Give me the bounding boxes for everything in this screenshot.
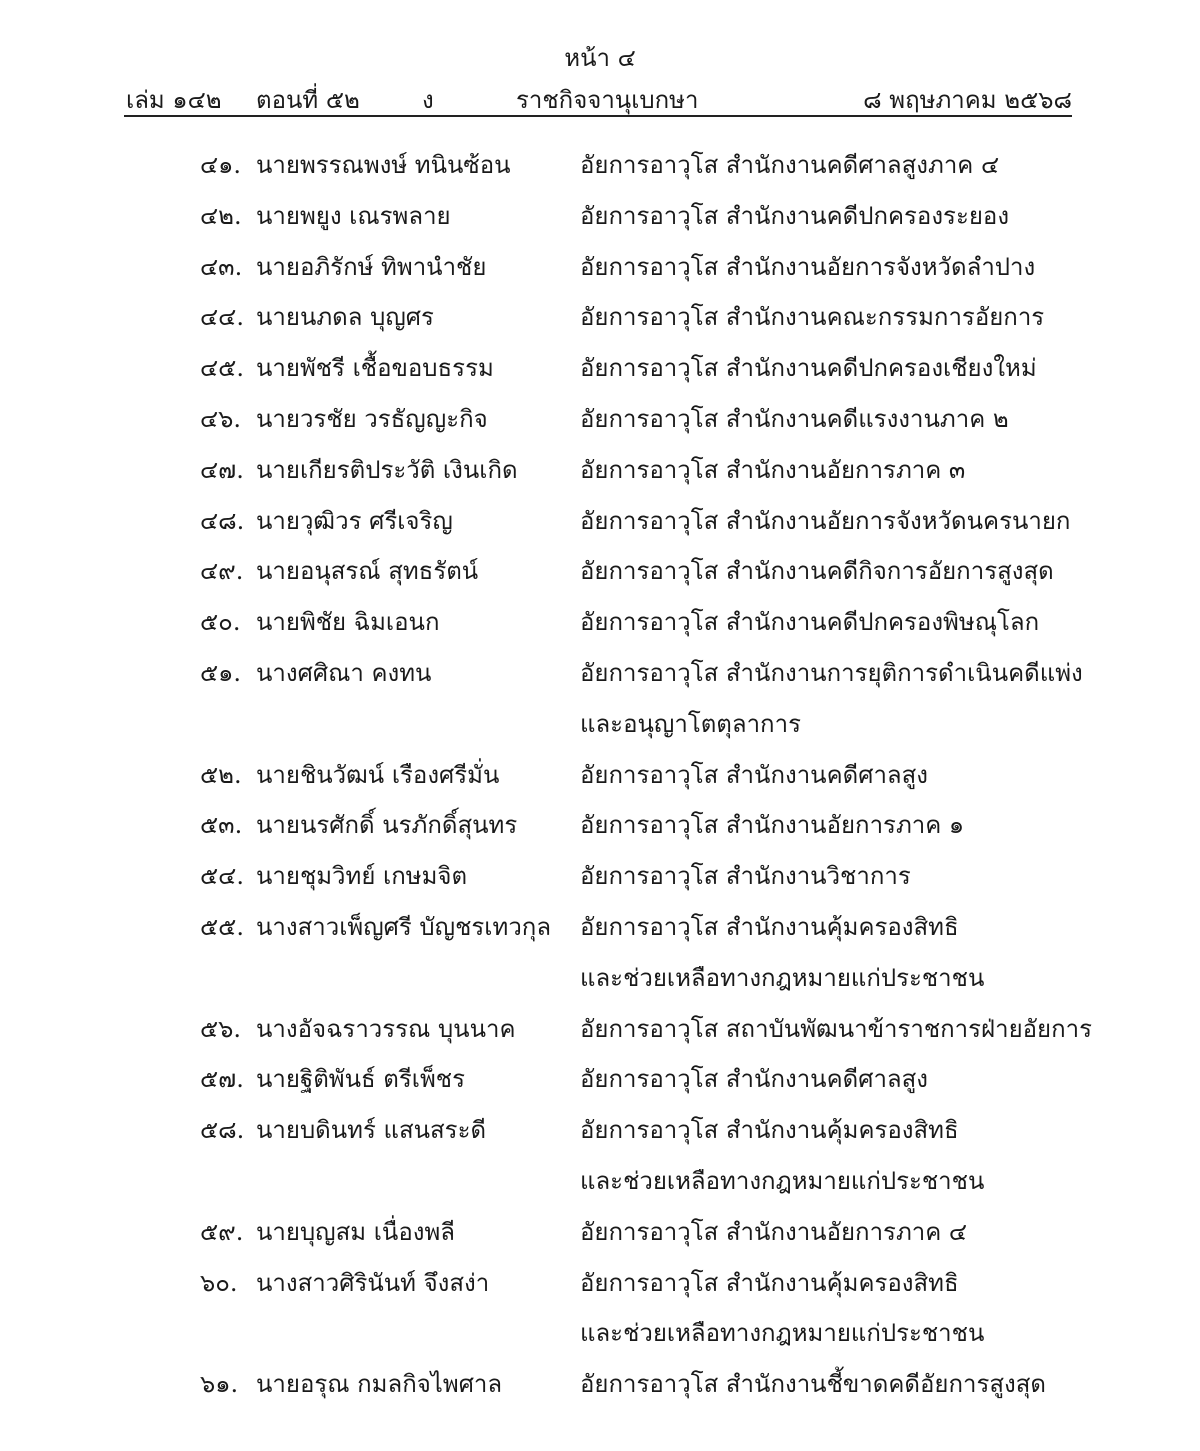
list-item	[0, 907, 1200, 1009]
list-item	[0, 1263, 1200, 1365]
person-name: นายบดินทร์ แสนสระดี	[256, 1116, 487, 1145]
item-number: ๔๘.	[200, 506, 245, 535]
position-title: อัยการอาวุโส สำนักงานชี้ขาดคดีอัยการสูงสุด	[580, 1370, 1046, 1399]
position-continuation: และช่วยเหลือทางกฎหมายแก่ประชาชน	[580, 1319, 985, 1348]
list-item	[0, 348, 1200, 399]
person-name: นายวุฒิวร ศรีเจริญ	[256, 506, 453, 535]
list-item-line	[0, 501, 1200, 552]
list-item-line	[0, 805, 1200, 856]
item-number: ๖๐.	[200, 1268, 238, 1297]
position-continuation: และอนุญาโตตุลาการ	[580, 709, 801, 738]
person-name: นางสาวเพ็ญศรี บัญชรเทวกุล	[256, 912, 552, 941]
header-volume: เล่ม ๑๔๒	[126, 86, 222, 114]
item-number: ๔๖.	[200, 404, 242, 433]
appointment-list	[0, 145, 1200, 1415]
list-item-line	[0, 1364, 1200, 1415]
person-name: นายนภดล บุญศร	[256, 303, 434, 332]
list-item	[0, 1110, 1200, 1212]
person-name: นางอัจฉราวรรณ บุนนาค	[256, 1014, 516, 1043]
position-title: อัยการอาวุโส สำนักงานการยุติการดำเนินคดีแพ่ง	[580, 658, 1083, 687]
item-number: ๕๓.	[200, 811, 243, 840]
list-item	[0, 602, 1200, 653]
position-title: อัยการอาวุโส สำนักงานคดีกิจการอัยการสูงสุด	[580, 557, 1054, 586]
person-name: นายเกียรติประวัติ เงินเกิด	[256, 455, 518, 484]
list-item-line	[0, 1263, 1200, 1314]
list-item	[0, 805, 1200, 856]
item-number: ๕๘.	[200, 1116, 245, 1145]
position-title: อัยการอาวุโส สำนักงานคดีแรงงานภาค ๒	[580, 404, 1009, 433]
list-item-line	[0, 958, 1200, 1009]
list-item-line	[0, 196, 1200, 247]
list-item	[0, 501, 1200, 552]
header-divider	[124, 115, 1072, 117]
person-name: นายอภิรักษ์ ทิพานำชัย	[256, 252, 487, 281]
person-name: นายพิชัย ฉิมเอนก	[256, 608, 440, 637]
item-number: ๕๙.	[200, 1217, 244, 1246]
position-title: อัยการอาวุโส สถาบันพัฒนาข้าราชการฝ่ายอัยการ	[580, 1014, 1093, 1043]
item-number: ๔๔.	[200, 303, 244, 332]
list-item	[0, 653, 1200, 755]
list-item	[0, 856, 1200, 907]
item-number: ๕๔.	[200, 862, 244, 891]
position-title: อัยการอาวุโส สำนักงานคดีปกครองพิษณุโลก	[580, 608, 1040, 637]
list-item	[0, 145, 1200, 196]
page-number: หน้า ๔	[564, 44, 636, 72]
person-name: นางสาวศิรินันท์ จึงสง่า	[256, 1268, 490, 1297]
person-name: นายชุมวิทย์ เกษมจิต	[256, 862, 468, 891]
position-title: อัยการอาวุโส สำนักงานคดีปกครองเชียงใหม่	[580, 354, 1037, 383]
list-item	[0, 247, 1200, 298]
position-title: อัยการอาวุโส สำนักงานคดีศาลสูง	[580, 760, 928, 789]
person-name: นายวรชัย วรธัญญะกิจ	[256, 404, 488, 433]
position-title: อัยการอาวุโส สำนักงานอัยการภาค ๑	[580, 811, 965, 840]
position-title: อัยการอาวุโส สำนักงานคุ้มครองสิทธิ	[580, 912, 959, 941]
list-item-line	[0, 551, 1200, 602]
list-item-line	[0, 755, 1200, 806]
list-item	[0, 399, 1200, 450]
header-date: ๘ พฤษภาคม ๒๕๖๘	[863, 86, 1072, 114]
item-number: ๕๗.	[200, 1065, 244, 1094]
gazette-header	[126, 80, 1072, 114]
person-name: นายชินวัฒน์ เรืองศรีมั่น	[256, 760, 500, 789]
list-item-line	[0, 907, 1200, 958]
position-title: อัยการอาวุโส สำนักงานอัยการภาค ๔	[580, 1217, 968, 1246]
header-issue: ตอนที่ ๕๒	[256, 86, 360, 114]
item-number: ๔๑.	[200, 151, 242, 179]
position-title: อัยการอาวุโส สำนักงานอัยการจังหวัดลำปาง	[580, 252, 1036, 281]
position-title: อัยการอาวุโส สำนักงานวิชาการ	[580, 862, 911, 891]
list-item-line	[0, 1212, 1200, 1263]
list-item-line	[0, 653, 1200, 704]
list-item	[0, 196, 1200, 247]
item-number: ๔๕.	[200, 354, 244, 383]
item-number: ๕๖.	[200, 1014, 242, 1043]
person-name: นายฐิติพันธ์ ตรีเพ็ชร	[256, 1065, 465, 1094]
header-section: ง	[422, 86, 434, 114]
list-item-line	[0, 247, 1200, 298]
item-number: ๕๒.	[200, 760, 242, 789]
person-name: นายอนุสรณ์ สุทธรัตน์	[256, 557, 479, 586]
person-name: นางศศิณา คงทน	[256, 658, 432, 687]
item-number: ๕๐.	[200, 608, 241, 637]
position-continuation: และช่วยเหลือทางกฎหมายแก่ประชาชน	[580, 1166, 985, 1195]
position-title: อัยการอาวุโส สำนักงานคณะกรรมการอัยการ	[580, 303, 1045, 332]
list-item	[0, 1059, 1200, 1110]
item-number: ๔๓.	[200, 252, 243, 281]
list-item	[0, 1364, 1200, 1415]
position-title: อัยการอาวุโส สำนักงานอัยการจังหวัดนครนายก	[580, 506, 1071, 535]
list-item	[0, 1009, 1200, 1060]
list-item-line	[0, 348, 1200, 399]
list-item-line	[0, 1313, 1200, 1364]
list-item-line	[0, 1059, 1200, 1110]
position-title: อัยการอาวุโส สำนักงานคุ้มครองสิทธิ	[580, 1116, 959, 1145]
position-continuation: และช่วยเหลือทางกฎหมายแก่ประชาชน	[580, 963, 985, 992]
list-item	[0, 551, 1200, 602]
item-number: ๔๙.	[200, 557, 244, 586]
person-name: นายอรุณ กมลกิจไพศาล	[256, 1370, 503, 1399]
item-number: ๔๒.	[200, 201, 242, 230]
list-item	[0, 450, 1200, 501]
list-item	[0, 297, 1200, 348]
person-name: นายพยูง เณรพลาย	[256, 201, 451, 230]
list-item	[0, 755, 1200, 806]
position-title: อัยการอาวุโส สำนักงานคดีปกครองระยอง	[580, 201, 1010, 230]
person-name: นายนรศักดิ์ นรภักดิ์สุนทร	[256, 811, 518, 840]
item-number: ๖๑.	[200, 1370, 239, 1399]
list-item-line	[0, 704, 1200, 755]
position-title: อัยการอาวุโส สำนักงานอัยการภาค ๓	[580, 455, 966, 484]
item-number: ๔๗.	[200, 455, 244, 484]
list-item-line	[0, 1110, 1200, 1161]
person-name: นายพรรณพงษ์ ทนินซ้อน	[256, 151, 511, 179]
list-item-line	[0, 450, 1200, 501]
list-item-line	[0, 1161, 1200, 1212]
header-gazette-title: ราชกิจจานุเบกษา	[516, 86, 699, 114]
item-number: ๕๕.	[200, 912, 244, 941]
list-item-line	[0, 1009, 1200, 1060]
person-name: นายบุญสม เนื่องพลี	[256, 1217, 455, 1246]
list-item	[0, 1212, 1200, 1263]
position-title: อัยการอาวุโส สำนักงานคุ้มครองสิทธิ	[580, 1268, 959, 1297]
list-item-line	[0, 145, 1200, 196]
list-item-line	[0, 297, 1200, 348]
person-name: นายพัชรี เชื้อขอบธรรม	[256, 354, 494, 383]
list-item-line	[0, 856, 1200, 907]
position-title: อัยการอาวุโส สำนักงานคดีศาลสูงภาค ๔	[580, 151, 1000, 179]
list-item-line	[0, 399, 1200, 450]
list-item-line	[0, 602, 1200, 653]
item-number: ๕๑.	[200, 658, 242, 687]
position-title: อัยการอาวุโส สำนักงานคดีศาลสูง	[580, 1065, 928, 1094]
